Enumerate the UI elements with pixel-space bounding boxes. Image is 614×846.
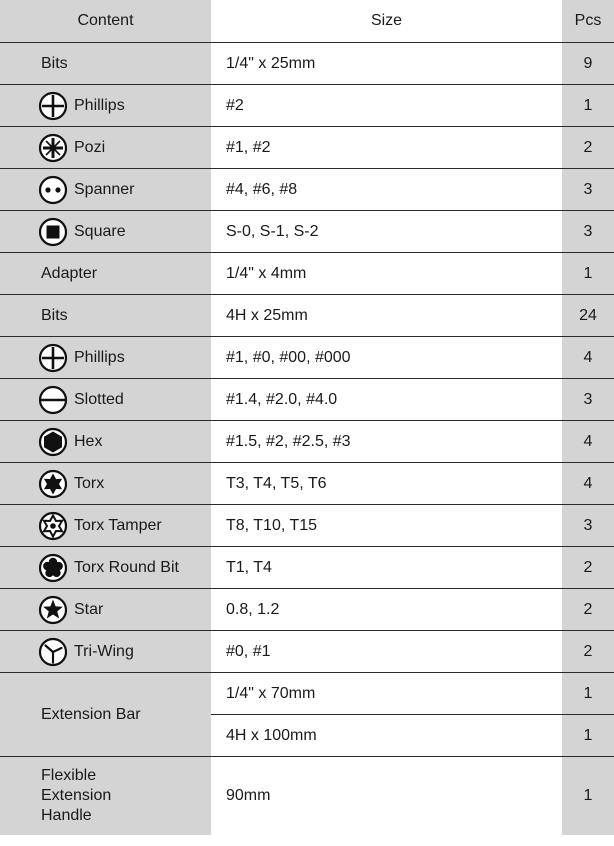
phillips-icon [38, 91, 68, 121]
header-pcs: Pcs [562, 0, 614, 43]
row-content: Torx [74, 474, 105, 492]
table-row [0, 505, 614, 547]
row-size: #1.4, #2.0, #4.0 [211, 379, 562, 421]
row-content: Phillips [74, 348, 125, 366]
table-row [0, 337, 614, 379]
flexible-handle-label: Flexible Extension Handle [0, 757, 211, 836]
slotted-icon [38, 385, 68, 415]
table-row [0, 85, 614, 127]
row-content: Adapter [0, 253, 211, 295]
row-size: #2 [211, 85, 562, 127]
row-pcs: 2 [562, 547, 614, 589]
row-size: 1/4" x 25mm [211, 43, 562, 85]
torx-icon [38, 469, 68, 499]
row-size: #1.5, #2, #2.5, #3 [211, 421, 562, 463]
table-row [0, 631, 614, 673]
row-pcs: 4 [562, 463, 614, 505]
row-content: Torx Round Bit [74, 558, 179, 576]
row-content: Square [74, 222, 126, 240]
row-size: 0.8, 1.2 [211, 589, 562, 631]
row-content: Tri-Wing [74, 642, 134, 660]
row-content: Bits [0, 43, 211, 85]
row-pcs: 3 [562, 505, 614, 547]
table-row [0, 43, 614, 85]
spanner-icon [38, 175, 68, 205]
row-pcs: 1 [562, 673, 614, 715]
row-pcs: 2 [562, 631, 614, 673]
extension-bar-label: Extension Bar [0, 673, 211, 757]
row-size: #1, #2 [211, 127, 562, 169]
table-row [0, 421, 614, 463]
table-row [0, 169, 614, 211]
row-pcs: 2 [562, 589, 614, 631]
row-content: Hex [74, 432, 103, 450]
row-pcs: 1 [562, 85, 614, 127]
square-icon [38, 217, 68, 247]
row-size: #0, #1 [211, 631, 562, 673]
table-row [0, 463, 614, 505]
hex-icon [38, 427, 68, 457]
row-size: #1, #0, #00, #000 [211, 337, 562, 379]
header-content: Content [0, 0, 211, 43]
row-size: #4, #6, #8 [211, 169, 562, 211]
row-pcs: 9 [562, 43, 614, 85]
row-pcs: 3 [562, 379, 614, 421]
row-content: Slotted [74, 390, 124, 408]
row-size: S-0, S-1, S-2 [211, 211, 562, 253]
table-row [0, 127, 614, 169]
torx-tamper-icon [38, 511, 68, 541]
table-row [0, 673, 614, 715]
row-content: Phillips [74, 96, 125, 114]
row-pcs: 1 [562, 757, 614, 836]
row-content: Spanner [74, 180, 135, 198]
phillips-icon [38, 343, 68, 373]
row-pcs: 1 [562, 715, 614, 757]
pozi-icon [38, 133, 68, 163]
row-size: 90mm [211, 757, 562, 836]
row-size: 1/4" x 70mm [211, 673, 562, 715]
row-pcs: 24 [562, 295, 614, 337]
table-row [0, 295, 614, 337]
row-size: T8, T10, T15 [211, 505, 562, 547]
row-content: Torx Tamper [74, 516, 162, 534]
table-row [0, 211, 614, 253]
row-size: 1/4" x 4mm [211, 253, 562, 295]
row-pcs: 3 [562, 169, 614, 211]
row-pcs: 1 [562, 253, 614, 295]
tri-wing-icon [38, 637, 68, 667]
row-size: 4H x 100mm [211, 715, 562, 757]
table-row [0, 547, 614, 589]
star-icon [38, 595, 68, 625]
table-row [0, 253, 614, 295]
table-row [0, 379, 614, 421]
header-size: Size [211, 0, 562, 43]
header-row [0, 0, 614, 43]
row-size: T3, T4, T5, T6 [211, 463, 562, 505]
row-pcs: 4 [562, 421, 614, 463]
table-row [0, 589, 614, 631]
row-pcs: 2 [562, 127, 614, 169]
row-pcs: 3 [562, 211, 614, 253]
table-row [0, 757, 614, 836]
row-content: Bits [0, 295, 211, 337]
row-content: Pozi [74, 138, 106, 156]
row-content: Star [74, 600, 104, 618]
row-size: 4H x 25mm [211, 295, 562, 337]
row-pcs: 4 [562, 337, 614, 379]
torx-round-icon [38, 553, 68, 583]
row-size: T1, T4 [211, 547, 562, 589]
